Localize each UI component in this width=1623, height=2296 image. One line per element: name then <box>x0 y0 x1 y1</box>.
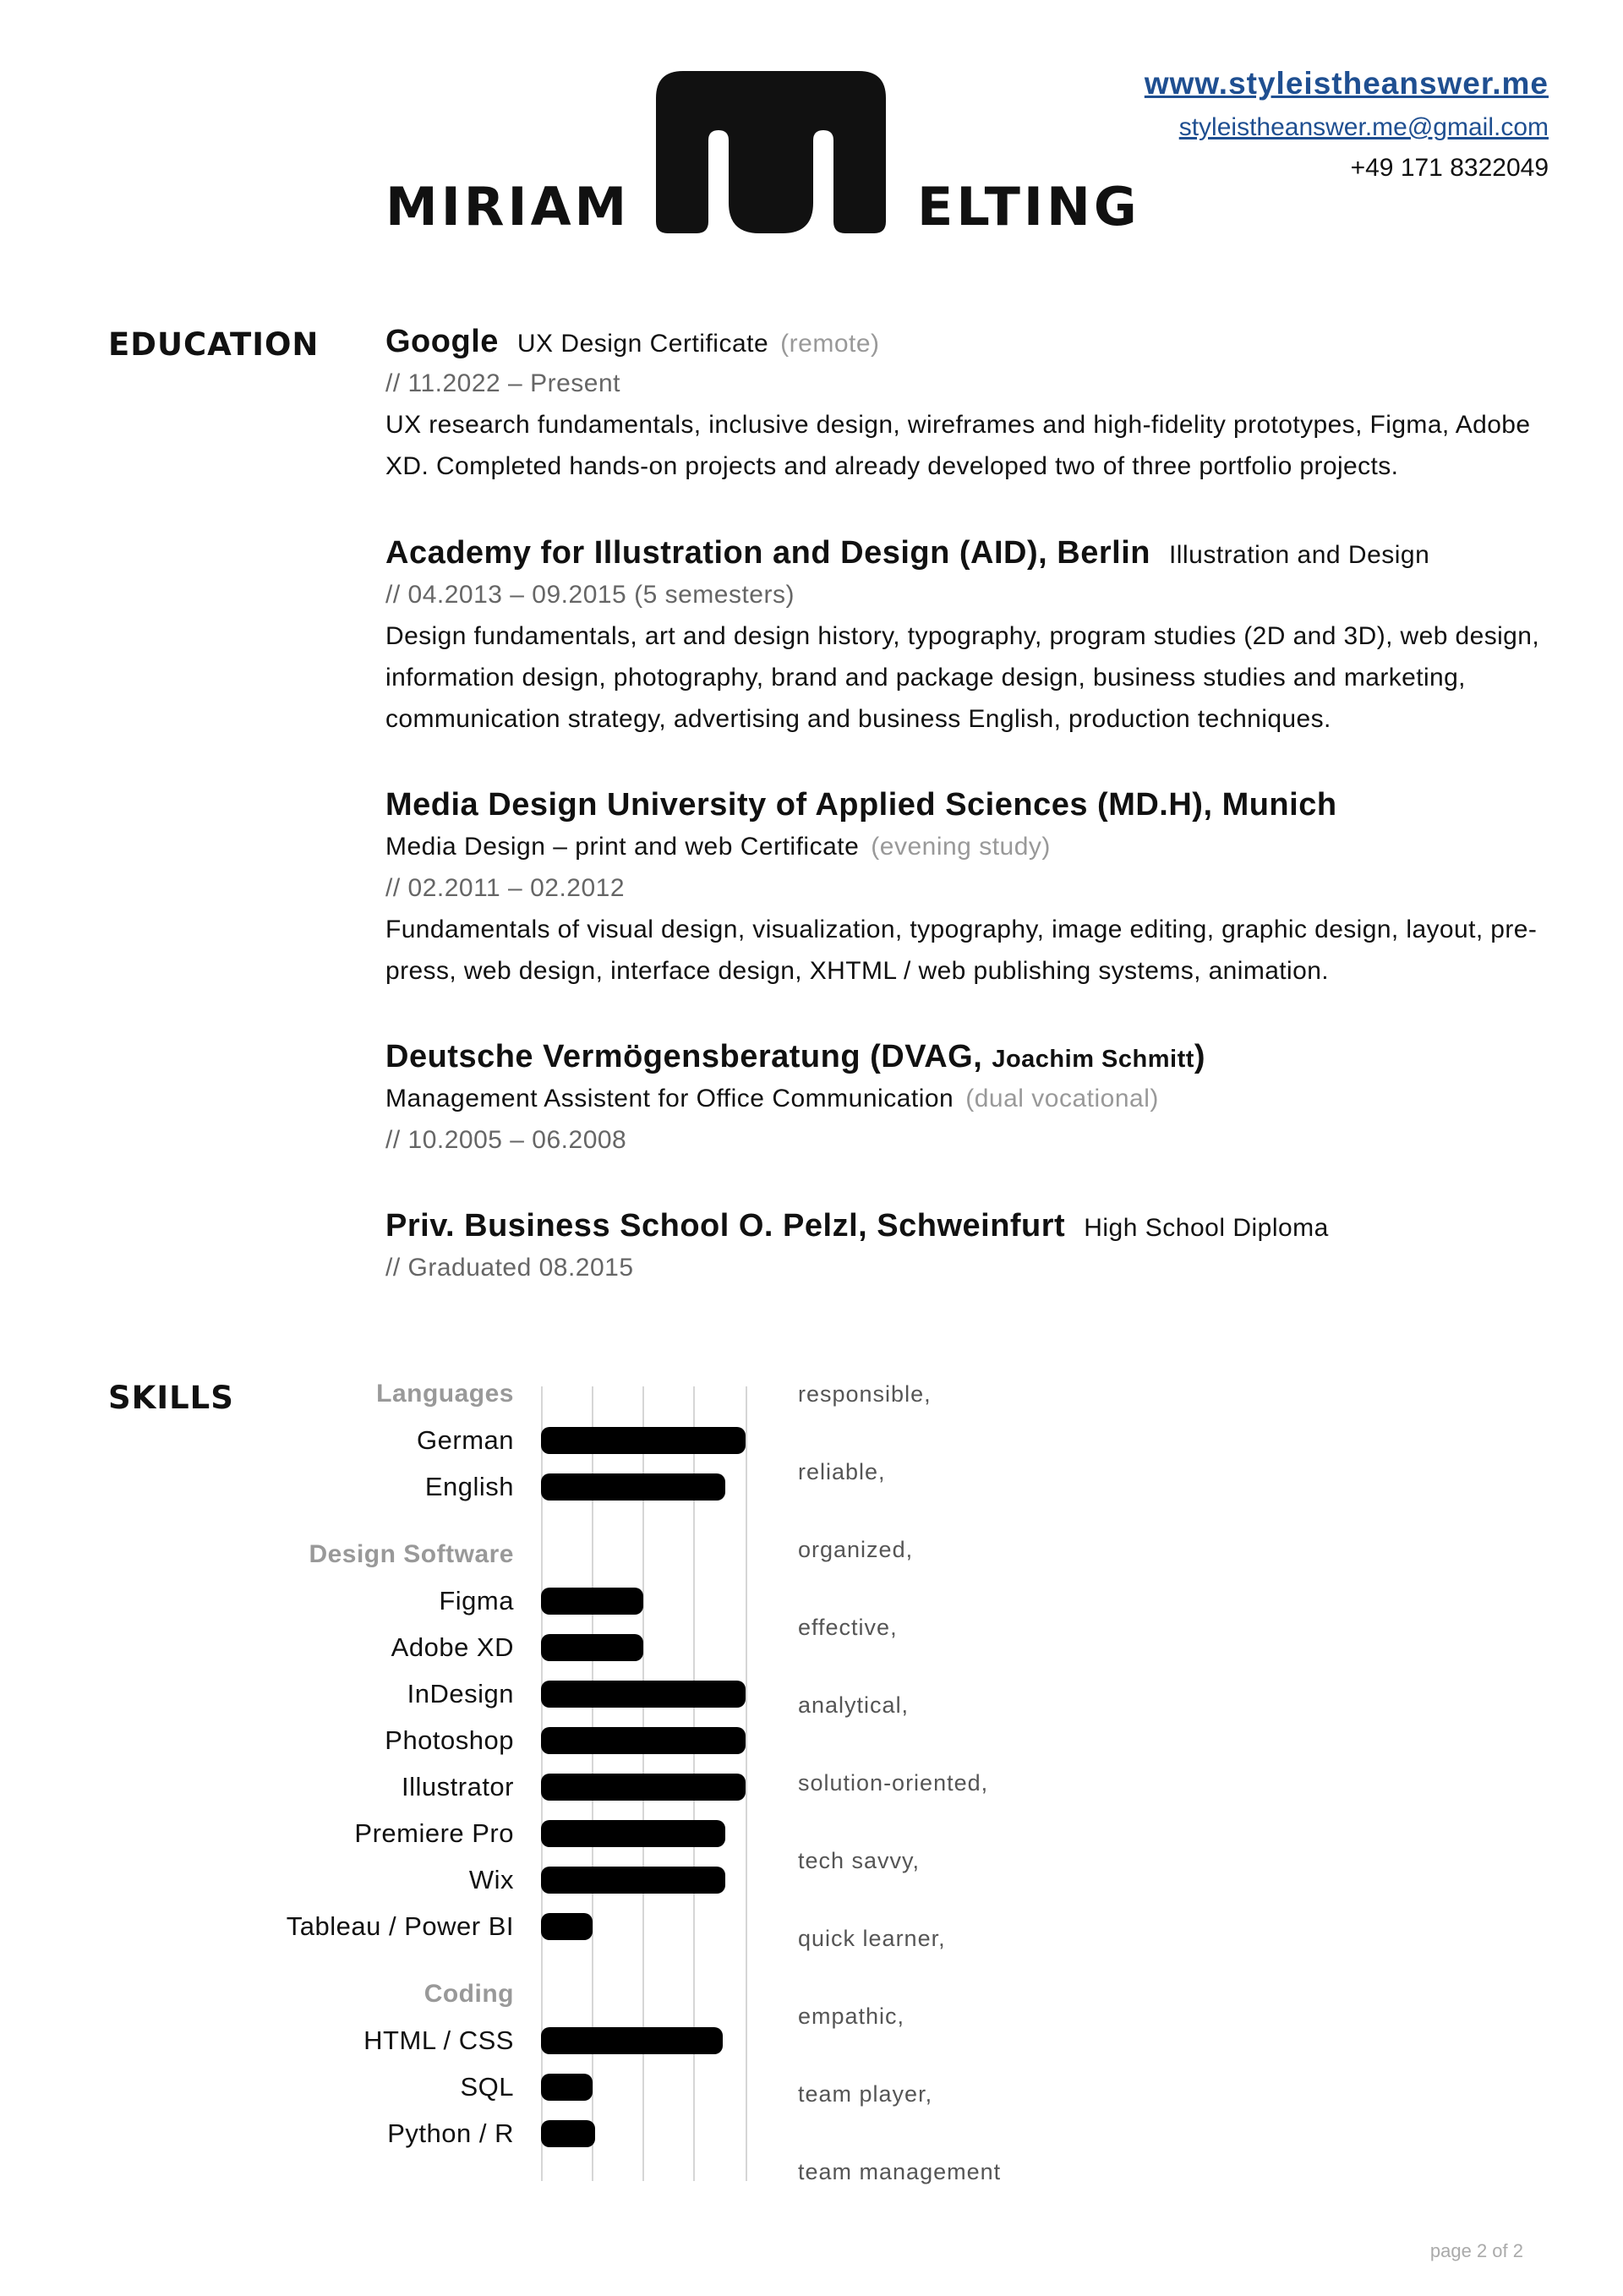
program-name: Illustration and Design <box>1168 541 1430 569</box>
skill-group-coding: Coding <box>424 1980 514 2008</box>
description: Fundamentals of visual design, visualization, typography, image editing, graphic design, layout, pre-press, web design, interface design, XHTML / web publishing systems, animation. <box>385 916 1538 986</box>
institution-name: Deutsche Vermögensberatung (DVAG, Joachim Schmitt) <box>385 1039 1206 1074</box>
description: UX research fundamentals, inclusive design, wireframes and high-fidelity prototypes, Figma, Adobe XD. Completed hands-on projects and already developed two of three portfolio projects. <box>385 411 1531 481</box>
trait-item: analytical, <box>798 1692 910 1718</box>
skill-label-german: German <box>417 1425 514 1455</box>
skill-label-english: English <box>424 1472 514 1501</box>
education-heading: EDUCATION <box>108 326 320 363</box>
grid-line <box>746 1386 747 2181</box>
education-entry-pelzl <box>385 1205 1569 1288</box>
trait-item: solution-oriented, <box>798 1770 989 1796</box>
skill-label-adobe-xd: Adobe XD <box>391 1632 514 1662</box>
institution-name: Media Design University of Applied Sciences (MD.H), Munich <box>385 787 1337 823</box>
skill-label-indesign: InDesign <box>407 1679 514 1708</box>
date-range: // 10.2005 – 06.2008 <box>385 1126 627 1155</box>
skill-bar-python-r <box>541 2120 595 2147</box>
description: Design fundamentals, art and design history, typography, program studies (2D and 3D), web design, information design, photography, brand and package design, business studies and marketing, communication strategy, advertising and business English, production techniques. <box>385 622 1540 734</box>
skill-label-python-r: Python / R <box>387 2118 514 2148</box>
skill-bar-html-css <box>541 2027 723 2054</box>
trait-item: team player, <box>798 2081 933 2107</box>
date-range: // 04.2013 – 09.2015 (5 semesters) <box>385 581 795 610</box>
education-entry-aid <box>385 533 1569 740</box>
program-name: Media Design – print and web Certificate <box>385 833 860 861</box>
study-note: (remote) <box>780 330 880 358</box>
skill-bar-illustrator <box>541 1774 746 1801</box>
education-entry-mdh <box>385 784 1569 992</box>
skill-bar-premiere-pro <box>541 1820 725 1847</box>
skill-group-languages: Languages <box>376 1380 514 1408</box>
page-number: page 2 of 2 <box>1429 2240 1523 2261</box>
skill-bar-indesign <box>541 1681 746 1708</box>
skill-bar-photoshop <box>541 1727 746 1754</box>
skill-label-wix: Wix <box>468 1865 514 1894</box>
skill-label-html-css: HTML / CSS <box>363 2025 514 2055</box>
education-entry-google <box>385 321 1569 487</box>
skill-label-illustrator: Illustrator <box>402 1772 514 1801</box>
institution-name: Google <box>385 324 499 359</box>
date-range: // 02.2011 – 02.2012 <box>385 874 626 903</box>
last-name: ELTING <box>917 176 1140 238</box>
trait-item: responsible, <box>798 1381 932 1407</box>
phone-number: +49 171 8322049 <box>1350 154 1549 182</box>
skill-bar-wix <box>541 1867 725 1894</box>
skill-label-premiere-pro: Premiere Pro <box>354 1818 514 1848</box>
skill-bar-sql <box>541 2074 593 2101</box>
skill-label-sql: SQL <box>460 2072 514 2102</box>
skill-group-design-software: Design Software <box>309 1540 514 1568</box>
skill-label-figma: Figma <box>439 1586 514 1615</box>
education-entry-dvag <box>385 1036 1569 1161</box>
skill-bar-english <box>541 1473 725 1501</box>
program-name: Management Assistent for Office Communication <box>385 1085 954 1113</box>
trait-item: quick learner, <box>798 1926 946 1951</box>
program-name: High School Diploma <box>1084 1214 1329 1242</box>
program-name: UX Design Certificate <box>516 330 769 358</box>
skill-bar-adobe-xd <box>541 1634 643 1661</box>
trait-item: tech savvy, <box>798 1848 921 1873</box>
skill-label-tableau-power-bi: Tableau / Power BI <box>286 1911 514 1941</box>
skill-bar-figma <box>541 1588 643 1615</box>
study-note: (dual vocational) <box>965 1085 1159 1113</box>
skills-heading: SKILLS <box>108 1380 234 1416</box>
website-link[interactable]: www.styleistheanswer.me <box>1144 66 1549 101</box>
trait-item: team management <box>798 2159 1002 2184</box>
study-note: (evening study) <box>871 833 1051 861</box>
trait-item: reliable, <box>798 1459 886 1484</box>
date-range: // Graduated 08.2015 <box>385 1254 634 1282</box>
date-range: // 11.2022 – Present <box>385 369 620 398</box>
trait-item: effective, <box>798 1615 898 1640</box>
trait-item: empathic, <box>798 2004 905 2029</box>
skill-bar-german <box>541 1427 746 1454</box>
institution-name: Priv. Business School O. Pelzl, Schweinfurt <box>385 1208 1066 1244</box>
first-name: MIRIAM <box>385 176 631 238</box>
skill-label-photoshop: Photoshop <box>385 1725 514 1755</box>
email-link[interactable]: styleistheanswer.me@gmail.com <box>1178 113 1549 141</box>
skill-bar-tableau-power-bi <box>541 1913 593 1940</box>
m-monogram-logo <box>656 71 886 233</box>
trait-item: organized, <box>798 1537 914 1562</box>
institution-name: Academy for Illustration and Design (AID), Berlin <box>385 535 1150 571</box>
